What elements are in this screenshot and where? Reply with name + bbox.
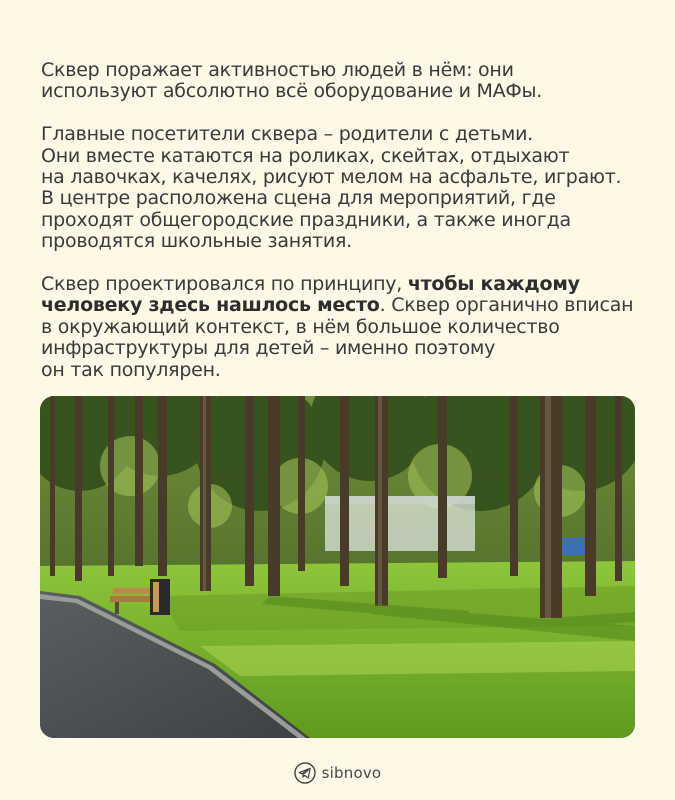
paragraph-2 <box>41 124 651 252</box>
park-photo-illustration <box>40 396 635 738</box>
brand-name: sibnovo <box>321 764 382 782</box>
paragraph-3-line-5: он так популярен. <box>41 358 221 381</box>
paragraph-3-line-2-plain: . Сквер органично вписан <box>379 294 634 317</box>
paragraph-3 <box>41 274 651 381</box>
paragraph-2-line-4: В центре расположена сцена для мероприятий, где <box>41 187 556 210</box>
paragraph-2-line-3: на лавочках, качелях, рисуют мелом на асфальте, играют. <box>41 166 622 189</box>
paragraph-2-line-1: Главные посетители сквера – родители с детьми. <box>41 123 533 146</box>
paragraph-3-line-2 <box>41 295 651 316</box>
paragraph-1 <box>41 60 651 103</box>
paragraph-3-line-4: инфраструктуры для детей – именно поэтому <box>41 337 496 360</box>
paragraph-3-line-1-bold: чтобы каждому <box>407 273 580 296</box>
paragraph-3-line-1-plain: Сквер проектировался по принципу, <box>41 273 408 296</box>
telegram-plane-icon <box>294 762 316 784</box>
paragraph-2-line-2: Они вместе катаются на роликах, скейтах, отдыхают <box>41 144 570 167</box>
article-text <box>41 60 651 402</box>
paragraph-1-line-2: используют абсолютно всё оборудование и МАФы. <box>41 80 543 103</box>
trash-bin <box>150 579 170 615</box>
paragraph-3-line-3: в окружающий контекст, в нём большое количество <box>41 315 560 338</box>
park-photo <box>40 396 635 738</box>
paragraph-3-line-1 <box>41 274 651 295</box>
paragraph-1-line-1: Сквер поражает активностью людей в нём: они <box>41 59 514 81</box>
paragraph-2-line-6: проводятся школьные занятия. <box>41 230 352 253</box>
paragraph-2-line-5: проходят общегородские праздники, а также иногда <box>41 208 571 231</box>
paragraph-3-line-2-bold: человеку здесь нашлось место <box>41 294 380 317</box>
footer-brand <box>0 760 675 786</box>
